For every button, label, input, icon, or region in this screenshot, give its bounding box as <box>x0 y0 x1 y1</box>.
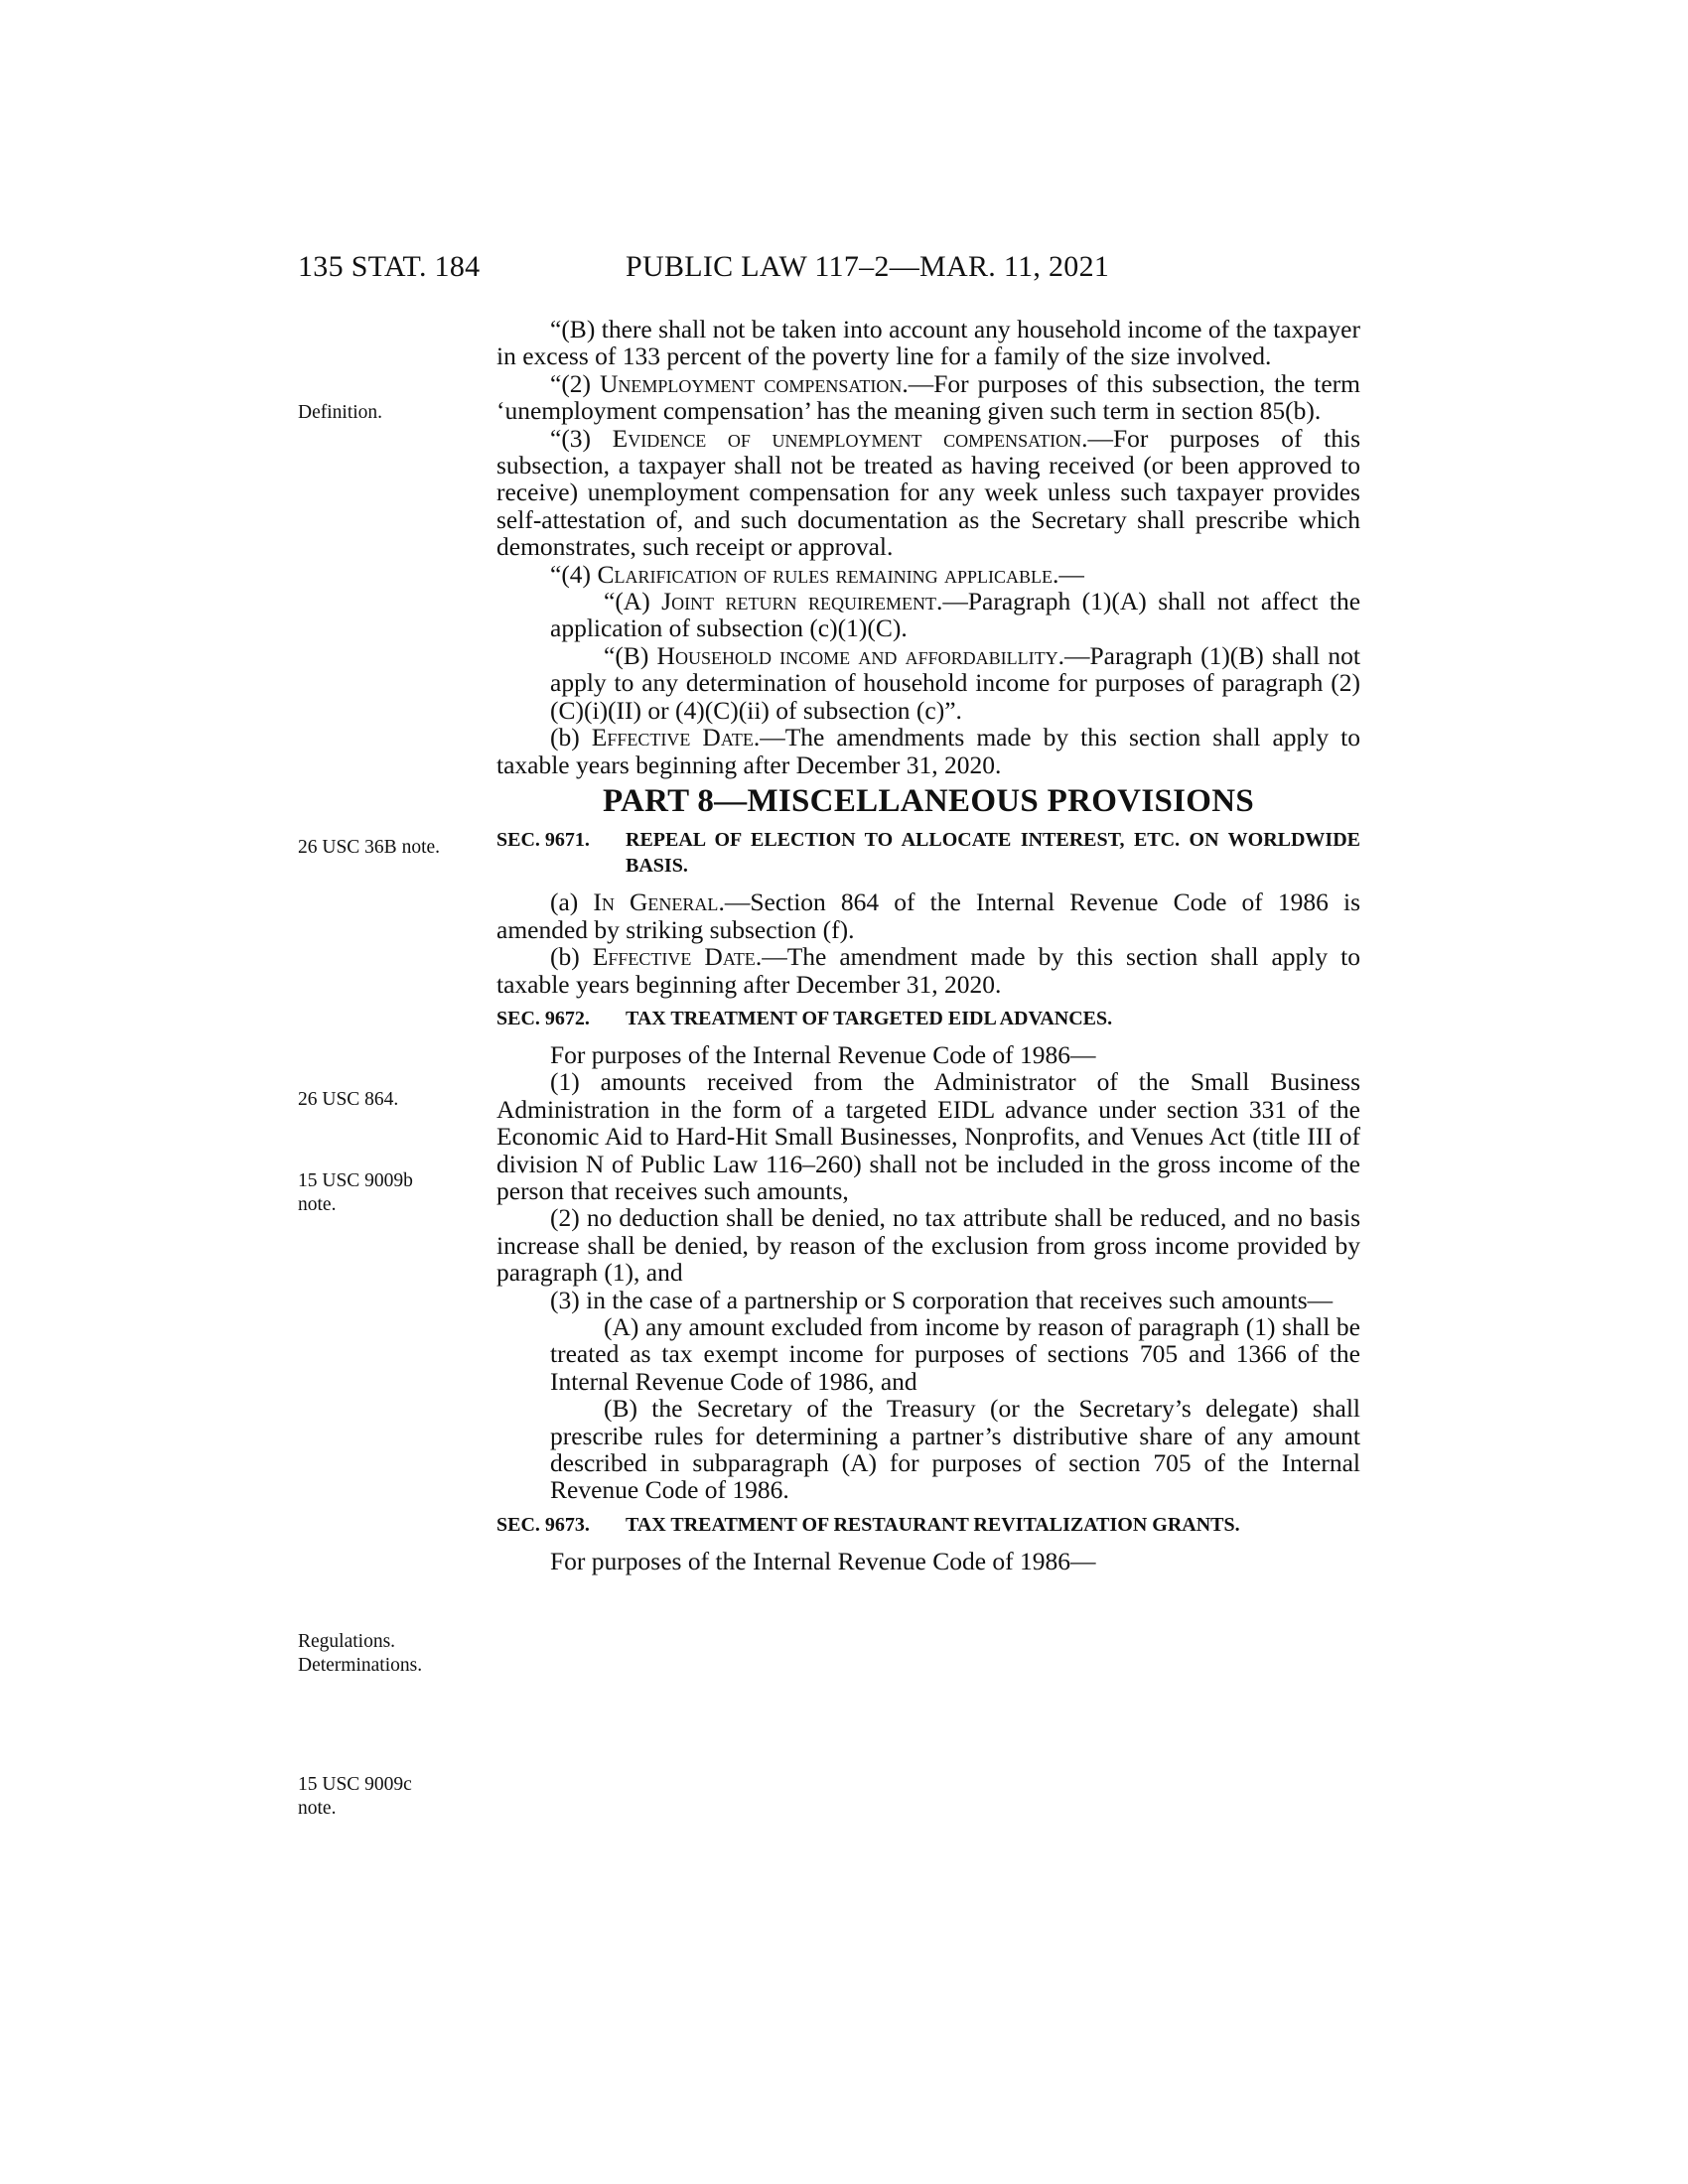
margin-note-usc-9009b <box>298 1169 413 1217</box>
section-heading-9673: SEC. 9673. TAX TREATMENT OF RESTAURANT REVITALIZATION GRANTS. <box>496 1513 1240 1536</box>
paragraph-eidl-3b: (B) the Secretary of the Treasury (or the Secretary’s delegate) shall prescribe rules for determining a partner’s distributive share of any amount described in subparagraph (A) for purposes of section 705 of the Internal Revenue Code of 1986. <box>550 1394 1360 1505</box>
margin-note-regulations <box>298 1630 422 1678</box>
part-heading: PART 8—MISCELLANEOUS PROVISIONS <box>602 782 1255 819</box>
paragraph-eidl-3a: (A) any amount excluded from income by reason of paragraph (1) shall be treated as tax exempt income for purposes of sections 705 and 1366 of the Internal Revenue Code of 1986, and <box>550 1312 1360 1396</box>
margin-note-line: 15 USC 9009c <box>298 1774 412 1795</box>
stat-citation: 135 STAT. 184 <box>298 250 481 283</box>
paragraph-intro-9673: For purposes of the Internal Revenue Code of 1986— <box>550 1546 1096 1575</box>
margin-note-line: note. <box>298 1194 337 1215</box>
paragraph-household-income: “(B) there shall not be taken into account any household income of the taxpayer in excess of 133 percent of the poverty line for a family of the size involved. <box>496 315 1360 371</box>
paragraph-eidl-2: (2) no deduction shall be denied, no tax attribute shall be reduced, and no basis increase shall be denied, by reason of the exclusion from gross income provided by paragraph (1), and <box>496 1203 1360 1288</box>
margin-note-definition: Definition. <box>298 402 383 423</box>
margin-note-usc-864: 26 USC 864. <box>298 1089 399 1110</box>
paragraph-intro-9672: For purposes of the Internal Revenue Code of 1986— <box>550 1039 1096 1069</box>
paragraph-effective-date: (b) Effective Date.—The amendments made by this section shall apply to taxable years beginning after December 31, 2020. <box>496 723 1361 779</box>
margin-note-line: note. <box>298 1798 337 1819</box>
paragraph-evidence: “(3) Evidence of unemployment compensation.—For purposes of this subsection, a taxpayer shall not be treated as having received (or been approved to receive) unemployment compensation for any week unless such taxpayer provides self-attestation of, and such documentation as the Secretary shall prescribe which demonstrates, such receipt or approval. <box>496 423 1360 562</box>
paragraph-joint-return: “(A) Joint return requirement.—Paragraph (1)(A) shall not affect the application of subsection (c)(1)(C). <box>550 587 1361 643</box>
paragraph-effective-date-9671: (b) Effective Date.—The amendment made by this section shall apply to taxable years beginning after December 31, 2020. <box>496 942 1361 999</box>
margin-note-usc-9009c <box>298 1773 412 1821</box>
document-body <box>496 316 1360 1574</box>
section-heading-9671: SEC. 9671. REPEAL OF ELECTION TO ALLOCATE INTEREST, ETC. ON WORLDWIDE BASIS. <box>496 829 1360 878</box>
page-title: PUBLIC LAW 117–2—MAR. 11, 2021 <box>626 250 1110 283</box>
paragraph-clarification: “(4) Clarification of rules remaining applicable.— <box>550 559 1084 589</box>
paragraph-eidl-1: (1) amounts received from the Administrator of the Small Business Administration in the form of a targeted EIDL advance under section 331 of the Economic Aid to Hard-Hit Small Businesses, Nonprofits, and Venues Act (title III of division N of Public Law 116–260) shall not be included in the gross income of the person that receives such amounts, <box>496 1067 1360 1205</box>
paragraph-eidl-3: (3) in the case of a partnership or S corporation that receives such amounts— <box>550 1285 1334 1314</box>
margin-note-line: Determinations. <box>298 1655 423 1676</box>
margin-note-line: Regulations. <box>298 1631 396 1652</box>
margin-note-line: 15 USC 9009b <box>298 1170 413 1191</box>
paragraph-unemployment-compensation: “(2) Unemployment compensation.—For purposes of this subsection, the term ‘unemployment compensation’ has the meaning given such term in section 85(b). <box>496 368 1360 426</box>
paragraph-in-general: (a) In General.—Section 864 of the Internal Revenue Code of 1986 is amended by striking subsection (f). <box>496 887 1360 944</box>
section-heading-9672: SEC. 9672. TAX TREATMENT OF TARGETED EIDL ADVANCES. <box>496 1007 1113 1029</box>
margin-note-usc-36b: 26 USC 36B note. <box>298 837 441 858</box>
paragraph-household-affordability: “(B) Household income and affordabillity.—Paragraph (1)(B) shall not apply to any determination of household income for purposes of paragraph (2)(C)(i)(II) or (4)(C)(ii) of subsection (c)”. <box>550 640 1360 725</box>
